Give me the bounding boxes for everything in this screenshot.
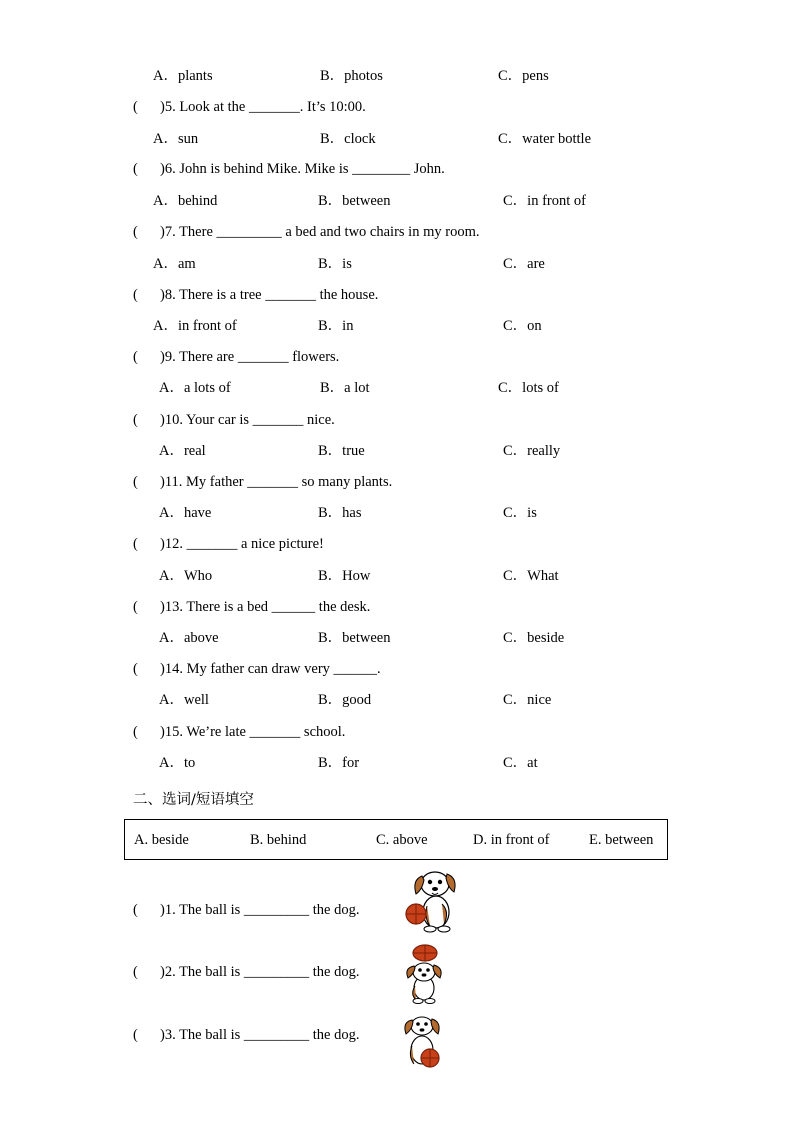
answer-bracket[interactable]: ( [133, 599, 138, 615]
answer-bracket[interactable]: ( [133, 224, 138, 240]
question-9-options [0, 377, 794, 399]
word-bank-item: A. beside [134, 832, 189, 848]
question-7 [0, 221, 794, 243]
option-c[interactable]: C．at [503, 755, 538, 771]
question-stem: )10. Your car is _______ nice. [160, 412, 335, 428]
question-stem: )5. Look at the _______. It’s 10:00. [160, 99, 366, 115]
option-c[interactable]: C．nice [503, 692, 552, 708]
dog-ball-in-front-image [398, 1012, 446, 1070]
answer-bracket[interactable]: ( [133, 964, 138, 980]
dog-ball-above-image [396, 944, 450, 1004]
question-stem: )11. My father _______ so many plants. [160, 474, 393, 490]
option-c[interactable]: C．really [503, 443, 561, 459]
word-bank [124, 819, 668, 860]
option-b[interactable]: B．between [318, 193, 391, 209]
question-11 [0, 471, 794, 493]
question-8-options [0, 315, 794, 337]
question-15-options [0, 752, 794, 774]
option-a[interactable]: A．in front of [153, 318, 237, 334]
option-a[interactable]: A．well [159, 692, 209, 708]
item-stem: )3. The ball is _________ the dog. [160, 1027, 360, 1043]
answer-bracket[interactable]: ( [133, 661, 138, 677]
answer-bracket[interactable]: ( [133, 287, 138, 303]
option-c[interactable]: C．on [503, 318, 542, 334]
option-b[interactable]: B．is [318, 256, 352, 272]
option-a[interactable]: A．a lots of [159, 380, 231, 396]
option-a[interactable]: A．above [159, 630, 219, 646]
option-c[interactable]: C．lots of [498, 380, 559, 396]
question-9 [0, 346, 794, 368]
option-b[interactable]: B．for [318, 755, 360, 771]
question-5-options [0, 128, 794, 150]
question-6-options [0, 190, 794, 212]
question-13 [0, 596, 794, 618]
option-c[interactable]: C．in front of [503, 193, 586, 209]
option-a[interactable]: A．behind [153, 193, 218, 209]
question-12-options [0, 565, 794, 587]
question-6 [0, 158, 794, 180]
question-stem: )12. _______ a nice picture! [160, 536, 324, 552]
question-stem: )13. There is a bed ______ the desk. [160, 599, 371, 615]
question-13-options [0, 627, 794, 649]
option-b[interactable]: B．How [318, 568, 371, 584]
option-b[interactable]: B．photos [320, 68, 383, 84]
dog-ball-beside-image [400, 866, 460, 934]
ball-icon [406, 904, 426, 924]
option-c[interactable]: C．is [503, 505, 537, 521]
answer-bracket[interactable]: ( [133, 536, 138, 552]
answer-bracket[interactable]: ( [133, 724, 138, 740]
question-7-options [0, 253, 794, 275]
question-14-options [0, 689, 794, 711]
option-b[interactable]: B．true [318, 443, 365, 459]
section-title: 二、选词/短语填空 [133, 792, 254, 808]
option-c[interactable]: C．What [503, 568, 559, 584]
option-a[interactable]: A．have [159, 505, 212, 521]
word-bank-item: E. between [589, 832, 654, 848]
question-15 [0, 721, 794, 743]
item-stem: )1. The ball is _________ the dog. [160, 902, 360, 918]
question-stem: )9. There are _______ flowers. [160, 349, 340, 365]
answer-bracket[interactable]: ( [133, 349, 138, 365]
question-12 [0, 533, 794, 555]
answer-bracket[interactable]: ( [133, 412, 138, 428]
question-stem: )15. We’re late _______ school. [160, 724, 346, 740]
answer-bracket[interactable]: ( [133, 99, 138, 115]
option-a[interactable]: A．plants [153, 68, 213, 84]
option-a[interactable]: A．real [159, 443, 206, 459]
answer-bracket[interactable]: ( [133, 1027, 138, 1043]
option-b[interactable]: B．in [318, 318, 354, 334]
fill-item-3 [0, 1024, 794, 1046]
option-a[interactable]: A．Who [159, 568, 213, 584]
option-b[interactable]: B．a lot [320, 380, 370, 396]
ball-icon [413, 945, 437, 961]
question-4-options [0, 65, 794, 87]
question-stem: )8. There is a tree _______ the house. [160, 287, 379, 303]
word-bank-item: C. above [376, 832, 428, 848]
question-stem: )7. There _________ a bed and two chairs in my room. [160, 224, 480, 240]
word-bank-item: B. behind [250, 832, 307, 848]
option-b[interactable]: B．between [318, 630, 391, 646]
question-14 [0, 658, 794, 680]
item-stem: )2. The ball is _________ the dog. [160, 964, 360, 980]
answer-bracket[interactable]: ( [133, 474, 138, 490]
dog-icon [407, 963, 441, 1004]
question-5 [0, 96, 794, 118]
option-b[interactable]: B．clock [320, 131, 376, 147]
question-stem: )14. My father can draw very ______. [160, 661, 381, 677]
option-c[interactable]: C．pens [498, 68, 549, 84]
question-11-options [0, 502, 794, 524]
question-10-options [0, 440, 794, 462]
option-b[interactable]: B．has [318, 505, 362, 521]
ball-icon [421, 1049, 439, 1067]
question-8 [0, 284, 794, 306]
option-c[interactable]: C．water bottle [498, 131, 592, 147]
option-c[interactable]: C．are [503, 256, 545, 272]
answer-bracket[interactable]: ( [133, 902, 138, 918]
option-a[interactable]: A．to [159, 755, 196, 771]
fill-item-1 [0, 899, 794, 921]
option-a[interactable]: A．am [153, 256, 196, 272]
answer-bracket[interactable]: ( [133, 161, 138, 177]
question-stem: )6. John is behind Mike. Mike is ________ John. [160, 161, 445, 177]
question-10 [0, 409, 794, 431]
option-b[interactable]: B．good [318, 692, 372, 708]
option-c[interactable]: C．beside [503, 630, 565, 646]
option-a[interactable]: A．sun [153, 131, 199, 147]
word-bank-item: D. in front of [473, 832, 550, 848]
